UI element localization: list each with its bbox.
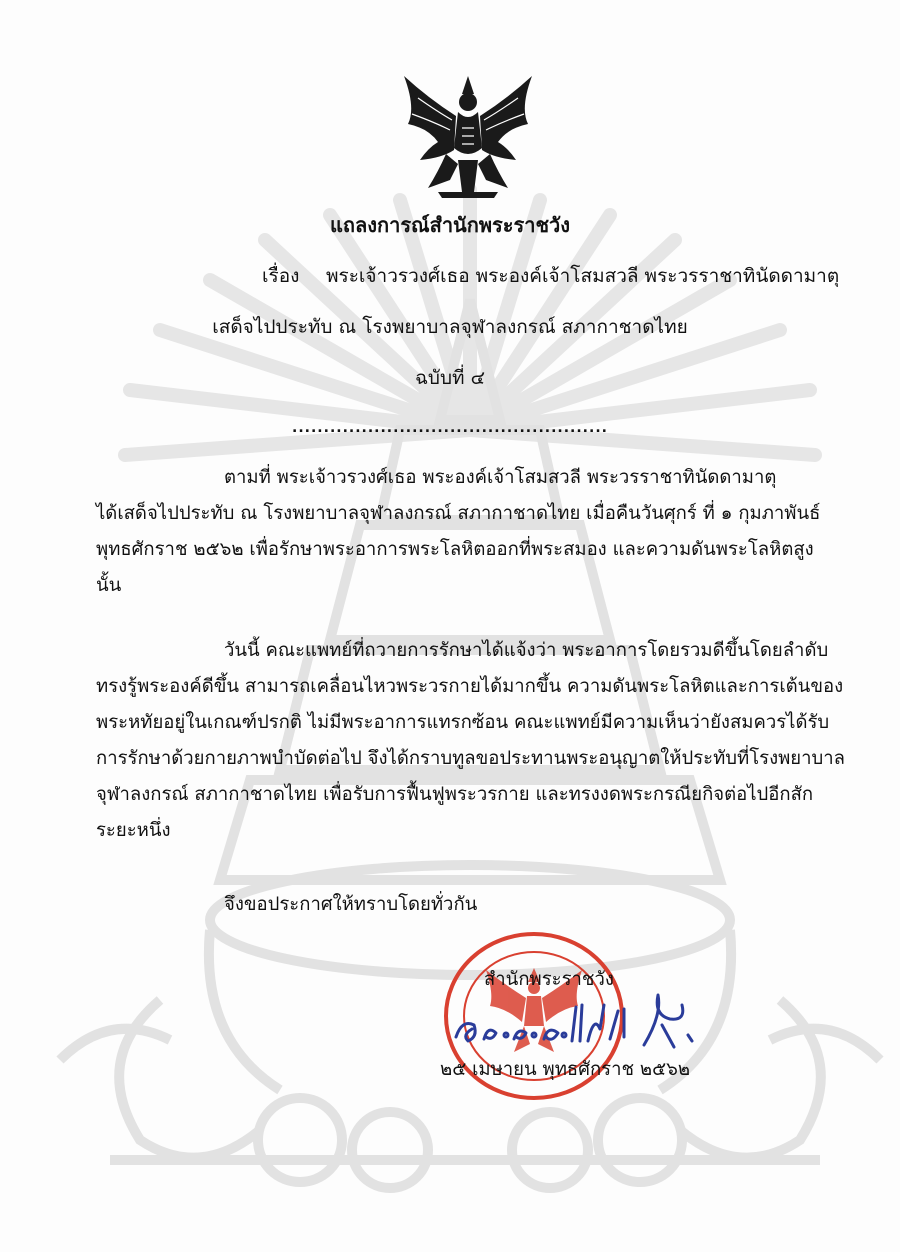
paragraph-2-line: พระหทัยอยู่ในเกณฑ์ปรกติ ไม่มีพระอาการแทรกซ้อน คณะแพทย์มีความเห็นว่ายังสมควรได้รับ [96, 712, 830, 733]
paragraph-2 [96, 633, 845, 849]
signature-icon [448, 985, 708, 1060]
issuing-office: สำนักพระราชวัง [484, 969, 614, 990]
closing-statement: จึงขอประกาศให้ทราบโดยทั่วกัน [224, 894, 478, 915]
issue-number: ฉบับที่ ๔ [414, 367, 485, 389]
paragraph-1-line: ตามที่ พระเจ้าวรวงศ์เธอ พระองค์เจ้าโสมสวลี พระวรราชาทินัดดามาตุ [224, 467, 777, 488]
document-title: แถลงการณ์สำนักพระราชวัง [329, 213, 571, 237]
paragraph-2-line: ระยะหนึ่ง [96, 820, 171, 841]
paragraph-1-line: พุทธศักราช ๒๕๖๒ เพื่อรักษาพระอาการพระโลหิตออกที่พระสมอง และความดันพระโลหิตสูง [96, 539, 814, 560]
subject-label: เรื่อง [262, 265, 300, 287]
garuda-emblem-icon [398, 68, 538, 200]
paragraph-1-line: ได้เสด็จไปประทับ ณ โรงพยาบาลจุฬาลงกรณ์ สภากาชาดไทย เมื่อคืนวันศุกร์ ที่ ๑ กุมภาพันธ์ [96, 503, 821, 524]
paragraph-2-line: ทรงรู้พระองค์ดีขึ้น สามารถเคลื่อนไหวพระวรกายได้มากขึ้น ความดันพระโลหิตและการเต้นของ [96, 676, 844, 697]
paragraph-2-line: วันนี้ คณะแพทย์ที่ถวายการรักษาได้แจ้งว่า พระอาการโดยรวมดีขึ้นโดยลำดับ [224, 640, 829, 661]
paragraph-1-line: นั้น [96, 575, 122, 596]
subject-line-2: เสด็จไปประทับ ณ โรงพยาบาลจุฬาลงกรณ์ สภากาชาดไทย [212, 316, 688, 338]
document-date: ๒๕ เมษายน พุทธศักราช ๒๕๖๒ [440, 1059, 691, 1080]
subject-line-1: พระเจ้าวรวงศ์เธอ พระองค์เจ้าโสมสวลี พระวรราชาทินัดดามาตุ [326, 265, 840, 287]
paragraph-2-line: จุฬาลงกรณ์ สภากาชาดไทย เพื่อรับการฟื้นฟูพระวรกาย และทรงงดพระกรณียกิจต่อไปอีกสัก [96, 784, 814, 805]
paragraph-1 [96, 460, 831, 604]
separator-line: .................................................. [292, 420, 608, 436]
paragraph-2-line: การรักษาด้วยกายภาพบำบัดต่อไป จึงได้กราบทูลขอประทานพระอนุญาตให้ประทับที่โรงพยาบาล [96, 748, 845, 769]
